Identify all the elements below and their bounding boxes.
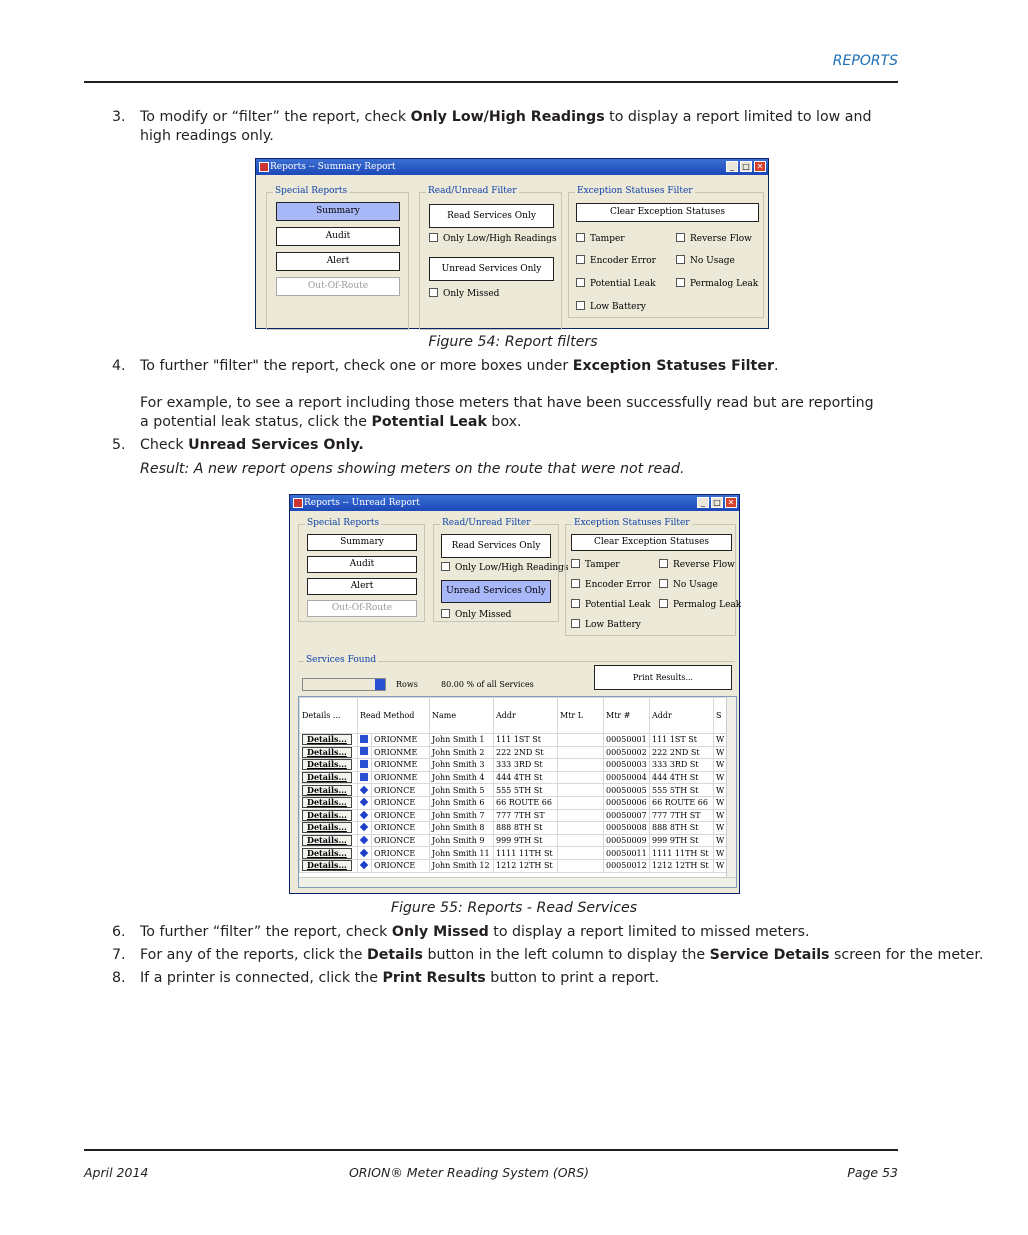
- encoder-error-label: Encoder Error: [585, 580, 651, 590]
- details-button[interactable]: Details...: [302, 835, 352, 846]
- percent-services: 80.00 % of all Services: [441, 680, 534, 689]
- step-7-bold: Details: [367, 947, 423, 963]
- diamond-icon: [360, 811, 368, 819]
- col-addr[interactable]: Addr: [494, 698, 558, 734]
- step-7-number: 7.: [112, 947, 126, 963]
- no-usage-label: No Usage: [690, 256, 735, 266]
- checkbox-box: [659, 599, 668, 608]
- maximize-icon[interactable]: □: [711, 497, 723, 508]
- exception-statuses-label: Exception Statuses Filter: [577, 186, 693, 196]
- vertical-scrollbar[interactable]: [726, 697, 736, 887]
- step-7-post: screen for the meter.: [829, 947, 984, 963]
- s-cell: W: [714, 734, 728, 747]
- low-battery-label: Low Battery: [590, 302, 646, 312]
- checkbox-box: [676, 278, 685, 287]
- name-cell: John Smith 1: [430, 734, 494, 747]
- method-icon-cell: [358, 746, 372, 759]
- clear-exception-statuses-button[interactable]: Clear Exception Statuses: [571, 534, 732, 551]
- addr-2-cell: 777 7TH ST: [650, 809, 714, 822]
- alert-button[interactable]: Alert: [307, 578, 417, 595]
- name-cell: John Smith 9: [430, 834, 494, 847]
- step-6-post: to display a report limited to missed meters.: [488, 924, 810, 940]
- mtr-num-cell: 00050006: [604, 796, 650, 809]
- s-cell: W: [714, 834, 728, 847]
- method-icon-cell: [358, 784, 372, 797]
- table-row: [300, 859, 728, 872]
- mtr-num-cell: 00050005: [604, 784, 650, 797]
- app-icon: [259, 162, 269, 172]
- details-cell: [300, 834, 358, 847]
- low-battery-label: Low Battery: [585, 620, 641, 630]
- method-icon-cell: [358, 734, 372, 747]
- only-low-high-label: Only Low/High Readings: [443, 234, 557, 244]
- minimize-icon[interactable]: _: [726, 161, 738, 172]
- name-cell: John Smith 6: [430, 796, 494, 809]
- read-unread-label: Read/Unread Filter: [428, 186, 517, 196]
- only-low-high-checkbox[interactable]: [429, 233, 557, 244]
- step-6-text: [140, 923, 900, 942]
- details-cell: [300, 847, 358, 860]
- checkbox-box: [441, 609, 450, 618]
- table-row: [300, 809, 728, 822]
- addr-2-cell: 111 1ST St: [650, 734, 714, 747]
- addr-cell: 1212 12TH St: [494, 859, 558, 872]
- footer-page: Page 53: [847, 1165, 898, 1180]
- exception-statuses-label: Exception Statuses Filter: [574, 518, 690, 528]
- table-row: [300, 734, 728, 747]
- mtr-l-cell: [558, 759, 604, 772]
- rows-label: Rows: [396, 680, 418, 689]
- mobile-read-icon: [360, 773, 368, 781]
- header-row: [300, 698, 728, 734]
- addr-cell: 222 2ND St: [494, 746, 558, 759]
- mobile-read-icon: [360, 735, 368, 743]
- table-row: [300, 746, 728, 759]
- figure-55-caption: Figure 55: Reports - Read Services: [390, 900, 638, 916]
- details-button[interactable]: Details...: [302, 772, 352, 783]
- name-cell: John Smith 3: [430, 759, 494, 772]
- step-4-number: 4.: [112, 358, 126, 374]
- details-button[interactable]: Details...: [302, 785, 352, 796]
- step-4-example-post: box.: [486, 414, 522, 430]
- addr-2-cell: 999 9TH St: [650, 834, 714, 847]
- reverse-flow-label: Reverse Flow: [673, 560, 735, 570]
- checkbox-box: [676, 233, 685, 242]
- encoder-error-checkbox[interactable]: [576, 255, 656, 266]
- mtr-l-cell: [558, 834, 604, 847]
- only-low-high-label: Only Low/High Readings: [455, 563, 569, 573]
- method-icon-cell: [358, 771, 372, 784]
- mobile-read-icon: [360, 760, 368, 768]
- method-icon-cell: [358, 822, 372, 835]
- summary-report-window: [255, 158, 769, 329]
- mobile-read-icon: [360, 747, 368, 755]
- addr-2-cell: 555 5TH St: [650, 784, 714, 797]
- method-icon-cell: [358, 859, 372, 872]
- details-cell: [300, 796, 358, 809]
- unread-services-only-button[interactable]: Unread Services Only: [441, 580, 551, 603]
- read-unread-group: [433, 518, 569, 622]
- reverse-flow-checkbox[interactable]: [676, 233, 752, 244]
- addr-2-cell: 222 2ND St: [650, 746, 714, 759]
- mtr-num-cell: 00050009: [604, 834, 650, 847]
- details-cell: [300, 734, 358, 747]
- addr-2-cell: 1111 11TH St: [650, 847, 714, 860]
- tamper-label: Tamper: [590, 234, 625, 244]
- step-5-number: 5.: [112, 437, 126, 453]
- step-3-bold: Only Low/High Readings: [410, 109, 605, 125]
- s-cell: W: [714, 809, 728, 822]
- reverse-flow-label: Reverse Flow: [690, 234, 752, 244]
- addr-cell: 333 3RD St: [494, 759, 558, 772]
- only-missed-label: Only Missed: [455, 610, 512, 620]
- section-header: REPORTS: [832, 53, 898, 69]
- step-6-pre: To further “filter” the report, check: [140, 924, 392, 940]
- tamper-checkbox[interactable]: [571, 559, 620, 570]
- col-s[interactable]: S: [714, 698, 728, 734]
- step-7-mid: button in the left column to display the: [422, 947, 710, 963]
- step-7-pre: For any of the reports, click the: [140, 947, 367, 963]
- col-details[interactable]: Details ...: [300, 698, 358, 734]
- details-button[interactable]: Details...: [302, 810, 352, 821]
- table-row: [300, 834, 728, 847]
- special-reports-label: Special Reports: [307, 518, 380, 528]
- s-cell: W: [714, 759, 728, 772]
- addr-cell: 888 8TH St: [494, 822, 558, 835]
- details-cell: [300, 822, 358, 835]
- figure-54-caption: Figure 54: Report filters: [428, 334, 598, 350]
- potential-leak-checkbox[interactable]: [571, 599, 651, 610]
- results-grid: [298, 696, 737, 888]
- rows-count-field[interactable]: [302, 678, 386, 691]
- table-row: [300, 771, 728, 784]
- no-usage-checkbox[interactable]: [659, 579, 718, 590]
- diamond-icon: [360, 798, 368, 806]
- step-8-text: [140, 969, 900, 988]
- addr-cell: 66 ROUTE 66: [494, 796, 558, 809]
- results-table: [299, 697, 728, 873]
- title-bar: [256, 159, 768, 175]
- mtr-l-cell: [558, 734, 604, 747]
- method-icon-cell: [358, 834, 372, 847]
- name-cell: John Smith 12: [430, 859, 494, 872]
- checkbox-box: [676, 255, 685, 264]
- permalog-leak-label: Permalog Leak: [673, 600, 742, 610]
- horizontal-scrollbar[interactable]: [299, 877, 736, 887]
- table-row: [300, 796, 728, 809]
- special-reports-group: [266, 186, 409, 330]
- col-mtr-l[interactable]: Mtr L: [558, 698, 604, 734]
- checkbox-box: [429, 288, 438, 297]
- mtr-l-cell: [558, 859, 604, 872]
- mtr-num-cell: 00050004: [604, 771, 650, 784]
- potential-leak-checkbox[interactable]: [576, 278, 656, 289]
- summary-button[interactable]: Summary: [307, 534, 417, 551]
- exception-statuses-group: [565, 518, 742, 636]
- read-method-cell: ORIONCE: [372, 834, 430, 847]
- s-cell: W: [714, 859, 728, 872]
- services-found-label: Services Found: [306, 655, 377, 665]
- addr-2-cell: 444 4TH St: [650, 771, 714, 784]
- potential-leak-label: Potential Leak: [590, 279, 656, 289]
- only-missed-checkbox[interactable]: [429, 288, 499, 299]
- addr-cell: 999 9TH St: [494, 834, 558, 847]
- alert-button[interactable]: Alert: [276, 252, 400, 271]
- step-6-number: 6.: [112, 924, 126, 940]
- reverse-flow-checkbox[interactable]: [659, 559, 735, 570]
- tamper-checkbox[interactable]: [576, 233, 625, 244]
- s-cell: W: [714, 822, 728, 835]
- s-cell: W: [714, 796, 728, 809]
- read-services-only-button[interactable]: Read Services Only: [441, 534, 551, 558]
- step-7-bold-2: Service Details: [709, 947, 830, 963]
- addr-cell: 444 4TH St: [494, 771, 558, 784]
- name-cell: John Smith 5: [430, 784, 494, 797]
- addr-2-cell: 333 3RD St: [650, 759, 714, 772]
- read-method-cell: ORIONCE: [372, 822, 430, 835]
- close-icon[interactable]: ✕: [725, 497, 737, 508]
- read-method-cell: ORIONME: [372, 734, 430, 747]
- encoder-error-label: Encoder Error: [590, 256, 656, 266]
- details-cell: [300, 784, 358, 797]
- col-name[interactable]: Name: [430, 698, 494, 734]
- checkbox-box: [659, 579, 668, 588]
- step-5-text: [140, 436, 880, 455]
- s-cell: W: [714, 847, 728, 860]
- checkbox-box: [576, 278, 585, 287]
- clear-exception-statuses-button[interactable]: Clear Exception Statuses: [576, 203, 759, 222]
- name-cell: John Smith 7: [430, 809, 494, 822]
- details-button[interactable]: Details...: [302, 747, 352, 758]
- checkbox-box: [571, 559, 580, 568]
- method-icon-cell: [358, 847, 372, 860]
- step-4-example: [140, 394, 885, 432]
- encoder-error-checkbox[interactable]: [571, 579, 651, 590]
- print-results-button[interactable]: Print Results...: [594, 665, 732, 690]
- step-8-post: button to print a report.: [485, 970, 660, 986]
- mtr-num-cell: 00050008: [604, 822, 650, 835]
- mtr-num-cell: 00050012: [604, 859, 650, 872]
- only-missed-checkbox[interactable]: [441, 609, 511, 620]
- app-icon: [293, 498, 303, 508]
- only-missed-label: Only Missed: [443, 289, 500, 299]
- read-method-cell: ORIONCE: [372, 859, 430, 872]
- details-cell: [300, 759, 358, 772]
- mtr-l-cell: [558, 822, 604, 835]
- out-of-route-button[interactable]: Out-Of-Route: [276, 277, 400, 296]
- checkbox-box: [571, 599, 580, 608]
- mtr-num-cell: 00050011: [604, 847, 650, 860]
- minimize-icon[interactable]: _: [697, 497, 709, 508]
- read-unread-label: Read/Unread Filter: [442, 518, 531, 528]
- addr-2-cell: 66 ROUTE 66: [650, 796, 714, 809]
- unread-report-window: [289, 494, 740, 894]
- diamond-icon: [360, 861, 368, 869]
- details-button[interactable]: Details...: [302, 797, 352, 808]
- checkbox-box: [441, 562, 450, 571]
- close-icon[interactable]: ✕: [754, 161, 766, 172]
- checkbox-box: [576, 255, 585, 264]
- diamond-icon: [360, 848, 368, 856]
- mtr-num-cell: 00050002: [604, 746, 650, 759]
- diamond-icon: [360, 823, 368, 831]
- mtr-num-cell: 00050001: [604, 734, 650, 747]
- summary-button[interactable]: Summary: [276, 202, 400, 221]
- mtr-l-cell: [558, 796, 604, 809]
- step-3-text: [140, 108, 880, 146]
- step-3-post: to display a report limited to low and high readings only.: [140, 109, 872, 144]
- table-row: [300, 847, 728, 860]
- step-4-bold: Exception Statuses Filter: [572, 358, 774, 374]
- details-cell: [300, 771, 358, 784]
- footer-title: ORION® Meter Reading System (ORS): [348, 1165, 590, 1180]
- step-4-example-bold: Potential Leak: [371, 414, 487, 430]
- read-method-cell: ORIONCE: [372, 796, 430, 809]
- addr-cell: 111 1ST St: [494, 734, 558, 747]
- step-3-pre: To modify or “filter” the report, check: [140, 109, 411, 125]
- checkbox-box: [576, 301, 585, 310]
- window-title: Reports -- Summary Report: [270, 162, 396, 172]
- footer-date: April 2014: [84, 1165, 149, 1180]
- special-reports-label: Special Reports: [275, 186, 348, 196]
- audit-button[interactable]: Audit: [307, 556, 417, 573]
- mtr-l-cell: [558, 847, 604, 860]
- addr-cell: 777 7TH ST: [494, 809, 558, 822]
- diamond-icon: [360, 836, 368, 844]
- addr-cell: 555 5TH St: [494, 784, 558, 797]
- step-5-pre: Check: [140, 437, 189, 453]
- step-8-bold: Print Results: [382, 970, 486, 986]
- read-method-cell: ORIONCE: [372, 809, 430, 822]
- step-8-pre: If a printer is connected, click the: [140, 970, 383, 986]
- details-button[interactable]: Details...: [302, 860, 352, 871]
- low-battery-checkbox[interactable]: [571, 619, 641, 630]
- name-cell: John Smith 4: [430, 771, 494, 784]
- name-cell: John Smith 8: [430, 822, 494, 835]
- only-low-high-checkbox[interactable]: [441, 562, 569, 573]
- checkbox-box: [571, 579, 580, 588]
- permalog-leak-label: Permalog Leak: [690, 279, 759, 289]
- permalog-leak-checkbox[interactable]: [659, 599, 741, 610]
- diamond-icon: [360, 785, 368, 793]
- step-4-text: [140, 357, 885, 376]
- tamper-label: Tamper: [585, 560, 620, 570]
- step-6-bold: Only Missed: [391, 924, 489, 940]
- method-icon-cell: [358, 796, 372, 809]
- mtr-num-cell: 00050003: [604, 759, 650, 772]
- title-bar: [290, 495, 739, 511]
- s-cell: W: [714, 746, 728, 759]
- read-services-only-button[interactable]: Read Services Only: [429, 204, 554, 228]
- col-read-method[interactable]: Read Method: [358, 698, 430, 734]
- details-button[interactable]: Details...: [302, 759, 352, 770]
- unread-services-only-button[interactable]: Unread Services Only: [429, 257, 554, 281]
- step-7-text: [140, 946, 984, 965]
- footer-rule: [84, 1149, 898, 1151]
- step-4-example-pre: For example, to see a report including those meters that have been successfully read but are reporting a potential leak status, click the: [140, 395, 874, 430]
- audit-button[interactable]: Audit: [276, 227, 400, 246]
- details-button[interactable]: Details...: [302, 848, 352, 859]
- details-button[interactable]: Details...: [302, 734, 352, 745]
- s-cell: W: [714, 784, 728, 797]
- step-3-number: 3.: [112, 109, 126, 125]
- addr-2-cell: 1212 12TH St: [650, 859, 714, 872]
- out-of-route-button[interactable]: Out-Of-Route: [307, 600, 417, 617]
- header-rule: [84, 81, 898, 83]
- table-row: [300, 759, 728, 772]
- step-8-number: 8.: [112, 970, 126, 986]
- table-row: [300, 822, 728, 835]
- mtr-num-cell: 00050007: [604, 809, 650, 822]
- details-cell: [300, 809, 358, 822]
- addr-cell: 1111 11TH St: [494, 847, 558, 860]
- special-reports-group: [298, 518, 425, 622]
- checkbox-box: [576, 233, 585, 242]
- name-cell: John Smith 11: [430, 847, 494, 860]
- details-cell: [300, 859, 358, 872]
- method-icon-cell: [358, 759, 372, 772]
- col-addr-2[interactable]: Addr: [650, 698, 714, 734]
- step-4-post: .: [773, 358, 779, 374]
- maximize-icon[interactable]: □: [740, 161, 752, 172]
- checkbox-box: [571, 619, 580, 628]
- low-battery-checkbox[interactable]: [576, 301, 646, 312]
- read-method-cell: ORIONME: [372, 759, 430, 772]
- read-unread-group: [419, 186, 562, 330]
- checkbox-box: [429, 233, 438, 242]
- mtr-l-cell: [558, 771, 604, 784]
- read-method-cell: ORIONCE: [372, 784, 430, 797]
- mtr-l-cell: [558, 809, 604, 822]
- window-title: Reports -- Unread Report: [304, 498, 420, 508]
- checkbox-box: [659, 559, 668, 568]
- no-usage-checkbox[interactable]: [676, 255, 735, 266]
- method-icon-cell: [358, 809, 372, 822]
- no-usage-label: No Usage: [673, 580, 718, 590]
- read-method-cell: ORIONME: [372, 746, 430, 759]
- permalog-leak-checkbox[interactable]: [676, 278, 758, 289]
- details-cell: [300, 746, 358, 759]
- read-method-cell: ORIONCE: [372, 847, 430, 860]
- rows-spin-icon[interactable]: [375, 679, 385, 690]
- s-cell: W: [714, 771, 728, 784]
- addr-2-cell: 888 8TH St: [650, 822, 714, 835]
- name-cell: John Smith 2: [430, 746, 494, 759]
- table-row: [300, 784, 728, 797]
- step-5-bold: Unread Services Only.: [188, 437, 364, 453]
- mtr-l-cell: [558, 784, 604, 797]
- step-4-pre: To further "filter" the report, check one or more boxes under: [140, 358, 573, 374]
- col-mtr-num[interactable]: Mtr #: [604, 698, 650, 734]
- step-5-result: Result: A new report opens showing meters on the route that were not read.: [140, 461, 685, 477]
- potential-leak-label: Potential Leak: [585, 600, 651, 610]
- read-method-cell: ORIONME: [372, 771, 430, 784]
- exception-statuses-group: [568, 186, 764, 318]
- details-button[interactable]: Details...: [302, 822, 352, 833]
- mtr-l-cell: [558, 746, 604, 759]
